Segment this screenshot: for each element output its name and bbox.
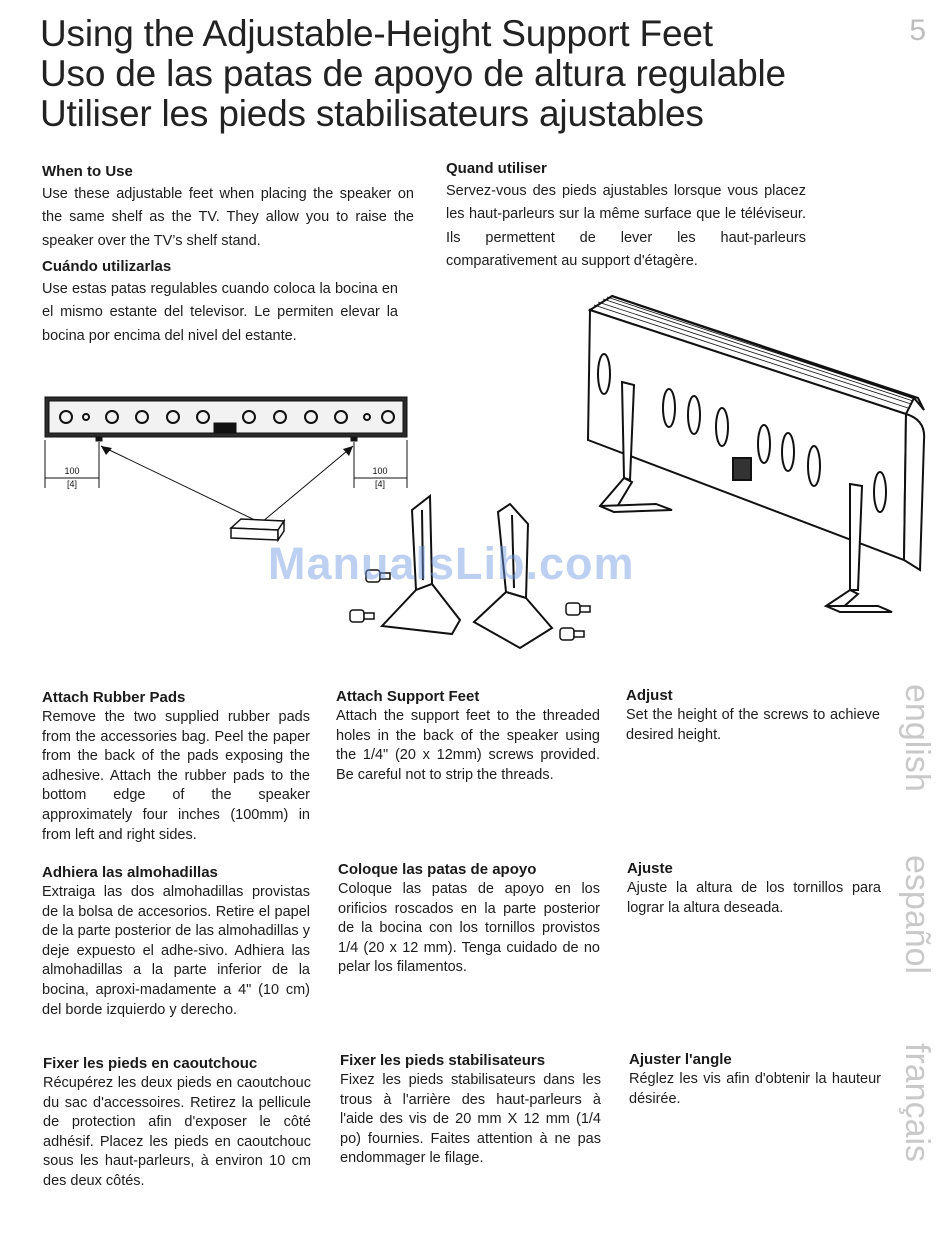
step-es-2-body: Coloque las patas de apoyo en los orificios roscados en la parte posterior de la bocina con los tornillos provistos 1/4 (20 x 12 mm). Tenga cuidado de no pelar los filamentos. [338, 881, 600, 976]
title-english: Using the Adjustable-Height Support Feet [40, 13, 713, 54]
intro-english-body: Use these adjustable feet when placing the speaker on the same shelf as the TV. They allow you to raise the speaker over the TV’s shelf stand. [42, 186, 414, 249]
dim-left-value: 100 [64, 466, 80, 476]
step-en-2-heading: Attach Support Feet [336, 688, 480, 705]
dim-right-unit: [4] [374, 479, 386, 489]
step-es-1-body: Extraiga las dos almohadillas provistas de la bolsa de accesorios. Retire el papel de la parte posterior de las almohadillas y deje expuesto el adhe-sivo. Adhiera las almohadillas a la parte inferior de la bocina, aproxi-madamente a 4" (10 cm) del borde izquierdo y derecho. [42, 884, 310, 1018]
step-en-1-body: Remove the two supplied rubber pads from the accessories bag. Peel the paper from the back of the pads exposing the adhesive. Attach the rubber pads to the bottom edge of the speaker approximately four inches (100mm) in from left and right sides. [42, 709, 310, 843]
title-spanish: Uso de las patas de apoyo de altura regulable [40, 53, 786, 94]
intro-english-heading: When to Use [42, 163, 133, 180]
step-en-3-heading: Adjust [626, 687, 673, 704]
step-fr-1-body: Récupérez les deux pieds en caoutchouc du sac d'accessoires. Retirez la pellicule de protection afin d'exposer le côté adhésif. Placez les pieds en caoutchouc sous les haut-parleurs, à environ 10 cm des deux côtés. [43, 1075, 311, 1189]
page-number: 5 [909, 14, 926, 47]
step-en-1 [42, 688, 310, 845]
step-en-1-heading: Attach Rubber Pads [42, 689, 186, 706]
step-fr-1-heading: Fixer les pieds en caoutchouc [43, 1055, 258, 1072]
step-fr-1 [43, 1054, 311, 1192]
watermark: ManualsLib.com [268, 538, 635, 589]
intro-french-body: Servez-vous des pieds ajustables lorsque vous placez les haut-parleurs sur la même surface que le téléviseur. Ils permettent de lever les haut-parleurs comparativement au support d'étagère. [446, 183, 806, 269]
side-language-spanish: español [898, 855, 936, 975]
step-en-2-body: Attach the support feet to the threaded holes in the back of the speaker using the 1/4" (20 x 12mm) screws provided. Be careful not to strip the threads. [336, 708, 600, 783]
step-es-2 [338, 860, 600, 978]
intro-french-heading: Quand utiliser [446, 160, 547, 177]
step-fr-3-heading: Ajuster l'angle [629, 1051, 732, 1068]
step-fr-3 [629, 1050, 881, 1109]
intro-spanish-body: Use estas patas regulables cuando coloca la bocina en el mismo estante del televisor. Le permiten elevar la bocina por encima del nivel del estante. [42, 281, 398, 344]
step-fr-3-body: Réglez les vis afin d'obtenir la hauteur désirée. [629, 1071, 881, 1107]
step-en-3-body: Set the height of the screws to achieve desired height. [626, 707, 880, 743]
step-es-3 [627, 859, 881, 918]
side-language-french: français [898, 1043, 936, 1163]
title-french: Utiliser les pieds stabilisateurs ajustables [40, 93, 704, 134]
side-language-english: english [898, 684, 936, 792]
step-es-2-heading: Coloque las patas de apoyo [338, 861, 537, 878]
step-es-3-body: Ajuste la altura de los tornillos para lograr la altura deseada. [627, 880, 881, 916]
step-es-1 [42, 863, 310, 1020]
intro-spanish-heading: Cuándo utilizarlas [42, 258, 172, 275]
step-fr-2 [340, 1051, 601, 1169]
step-es-3-heading: Ajuste [627, 860, 673, 877]
dim-right-value: 100 [372, 466, 388, 476]
step-fr-2-body: Fixez les pieds stabilisateurs dans les trous à l'arrière des haut-parleurs à l'aide des vis de 20 mm X 12 mm (1/4 po) fournies. Faites attention à ne pas endommager le filage. [340, 1072, 601, 1167]
step-es-1-heading: Adhiera las almohadillas [42, 864, 218, 881]
step-en-2 [336, 687, 600, 785]
step-fr-2-heading: Fixer les pieds stabilisateurs [340, 1052, 546, 1069]
dim-left-unit: [4] [66, 479, 78, 489]
step-en-3 [626, 686, 880, 745]
